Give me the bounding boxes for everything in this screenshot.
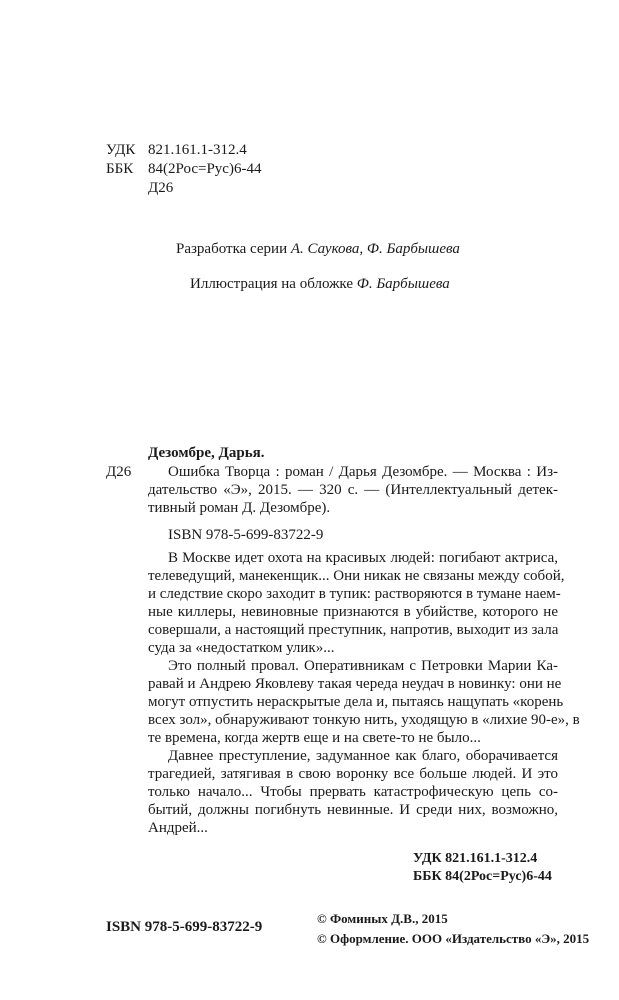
- annotation-line: равай и Андрею Яковлеву такая череда неудач в новинку: они не: [148, 676, 562, 692]
- udk-value: 821.161.1-312.4: [148, 142, 247, 158]
- annotation-line: трагедией, затягивая в свою воронку все больше людей. И это: [148, 766, 558, 782]
- author-mark-top: Д26: [148, 180, 174, 196]
- series-credit-names: А. Саукова, Ф. Барбышева: [290, 241, 460, 257]
- footer-isbn: ISBN 978-5-699-83722-9: [106, 919, 263, 935]
- annotation-line: В Москве идет охота на красивых людей: погибают актриса,: [168, 550, 558, 566]
- bbk-value: 84(2Рос=Рус)6-44: [148, 161, 262, 177]
- cover-credit: [190, 275, 450, 293]
- annotation-line: Андрей...: [148, 820, 208, 836]
- author-heading: Дезомбре, Дарья.: [148, 445, 265, 461]
- bbk-line: [106, 160, 261, 178]
- annotation-line: и следствие скоро заходит в тупик: растворяются в тумане наем-: [148, 586, 561, 602]
- series-credit: [176, 240, 460, 258]
- description-line: Ошибка Творца : роман / Дарья Дезомбре. — Москва : Из-: [168, 464, 558, 480]
- annotation-line: суда за «недостатком улик»...: [148, 640, 335, 656]
- description-line: тивный роман Д. Дезомбре).: [148, 500, 331, 516]
- annotation-line: могут отпустить нераскрытые дела и, пытаясь нащупать «корень: [148, 694, 564, 710]
- udk-label: УДК: [106, 142, 136, 158]
- card-isbn: ISBN 978-5-699-83722-9: [168, 527, 324, 543]
- annotation-line: те времена, когда жертв еще и на свете-то не было...: [148, 730, 481, 746]
- annotation-line: телеведущий, манекенщик... Они никак не связаны между собой,: [148, 568, 565, 584]
- description-line: дательство «Э», 2015. — 320 с. — (Интеллектуальный детек-: [148, 482, 558, 498]
- bottom-udk: УДК 821.161.1-312.4: [413, 851, 538, 866]
- annotation-line: только начало... Чтобы прервать катастрофическую цепь со-: [148, 784, 558, 800]
- bbk-label: ББК: [106, 161, 134, 177]
- author-mark-card: Д26: [106, 464, 132, 480]
- cover-credit-name: Ф. Барбышева: [356, 276, 450, 292]
- udk-line: [106, 141, 247, 159]
- annotation-line: совершали, а настоящий преступник, напротив, выходит из зала: [148, 622, 559, 638]
- annotation-line: Это полный провал. Оперативникам с Петровки Марии Ка-: [168, 658, 558, 674]
- annotation-line: всех зол», обнаруживают тонкую нить, уходящую в «лихие 90-е», в: [148, 712, 580, 728]
- cover-credit-prefix: Иллюстрация на обложке: [190, 276, 354, 292]
- bottom-bbk: ББК 84(2Рос=Рус)6-44: [413, 869, 552, 884]
- copyright-author: © Фоминых Д.В., 2015: [317, 911, 448, 926]
- copyright-design: © Оформление. ООО «Издательство «Э», 2015: [317, 931, 590, 946]
- annotation-line: бытий, должны погибнуть невинные. И среди них, возможно,: [148, 802, 558, 818]
- annotation-line: Давнее преступление, задуманное как благо, оборачивается: [168, 748, 558, 764]
- series-credit-prefix: Разработка серии: [176, 241, 288, 257]
- annotation-line: ные киллеры, невиновные признаются в убийстве, которого не: [148, 604, 558, 620]
